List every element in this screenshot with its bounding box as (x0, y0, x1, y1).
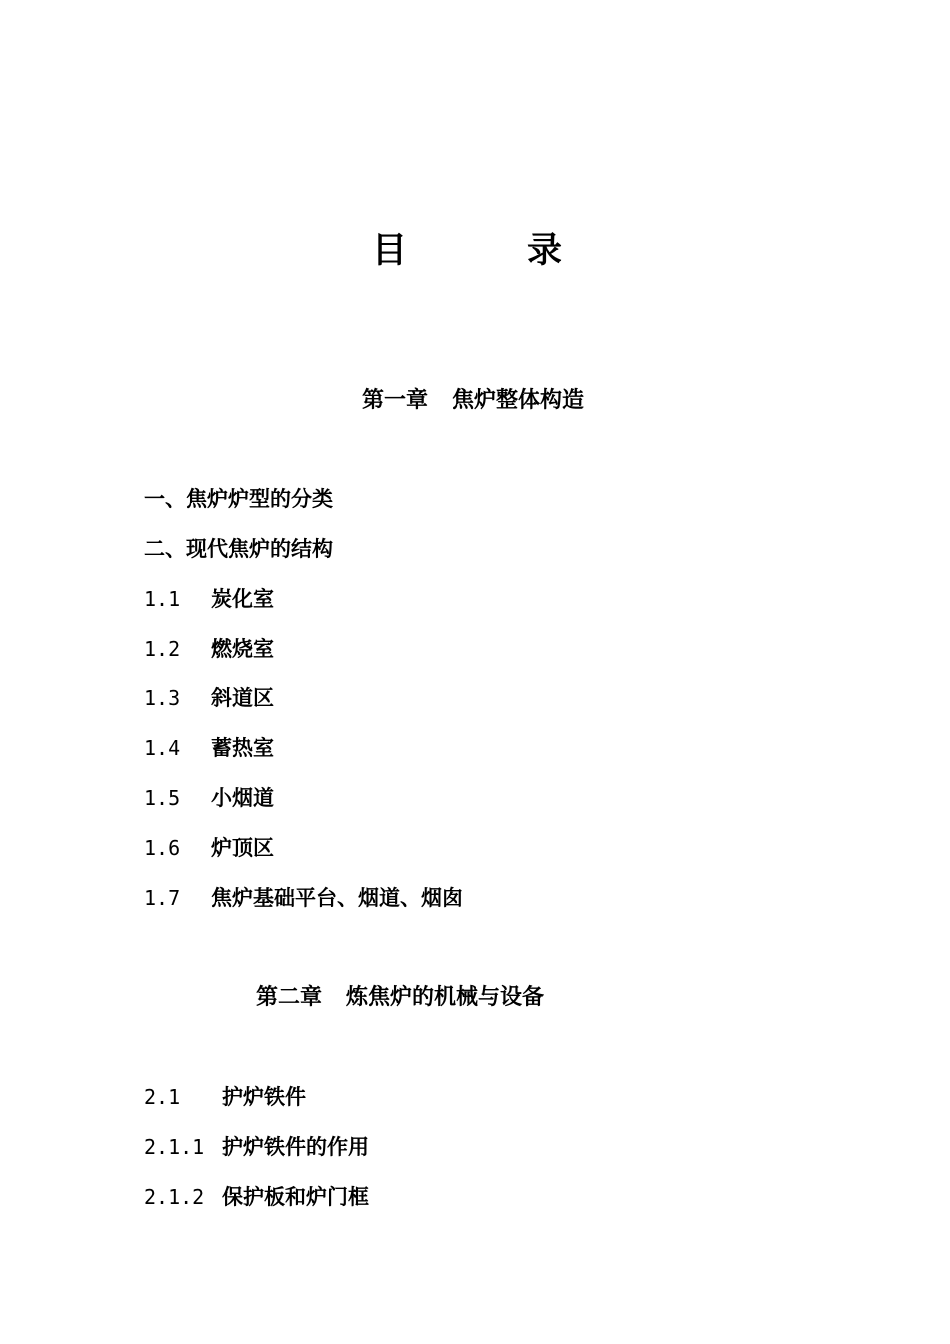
chapter-label: 第二章 (256, 984, 323, 1010)
toc-entry-number: 1.4 (144, 736, 181, 760)
toc-entry[interactable] (144, 484, 333, 514)
toc-entry-text: 二、现代焦炉的结构 (144, 536, 333, 561)
toc-entry-number: 1.3 (144, 686, 181, 710)
toc-entry-number: 2.1.2 (144, 1185, 205, 1209)
toc-title-right: 录 (527, 230, 563, 271)
toc-entry-text: 蓄热室 (211, 735, 274, 760)
toc-entry[interactable] (144, 833, 274, 863)
toc-entry-text: 斜道区 (211, 685, 274, 710)
toc-entry[interactable] (144, 733, 274, 763)
toc-entry-text: 炉顶区 (211, 835, 274, 860)
toc-entry-text: 护炉铁件的作用 (222, 1134, 369, 1159)
toc-entry[interactable] (144, 1132, 369, 1162)
toc-entry-number: 1.7 (144, 886, 181, 910)
toc-entry-number: 1.5 (144, 786, 181, 810)
chapter-heading-1 (362, 385, 584, 415)
toc-entry[interactable] (144, 584, 274, 614)
toc-title-left: 目 (372, 230, 408, 271)
toc-entry-text: 小烟道 (211, 785, 274, 810)
chapter-heading-2 (256, 982, 544, 1012)
toc-entry[interactable] (144, 634, 274, 664)
toc-entry[interactable] (144, 883, 463, 913)
toc-entry-text: 保护板和炉门框 (222, 1184, 369, 1209)
toc-entry[interactable] (144, 783, 274, 813)
toc-entry[interactable] (144, 683, 274, 713)
chapter-title: 炼焦炉的机械与设备 (346, 984, 545, 1010)
toc-entry-text: 燃烧室 (211, 636, 274, 661)
toc-title (0, 228, 950, 274)
toc-entry-number: 2.1.1 (144, 1135, 205, 1159)
toc-entry-number: 2.1 (144, 1085, 181, 1109)
toc-entry-text: 护炉铁件 (222, 1084, 306, 1109)
toc-entry-number: 1.1 (144, 587, 181, 611)
toc-entry[interactable] (144, 534, 333, 564)
chapter-label: 第一章 (362, 387, 429, 413)
toc-entry[interactable] (144, 1082, 306, 1112)
toc-entry-number: 1.6 (144, 836, 181, 860)
toc-entry-text: 炭化室 (211, 586, 274, 611)
toc-entry[interactable] (144, 1182, 369, 1212)
toc-entry-number: 1.2 (144, 637, 181, 661)
toc-entry-text: 一、焦炉炉型的分类 (144, 486, 333, 511)
toc-entry-text: 焦炉基础平台、烟道、烟囱 (211, 885, 463, 910)
chapter-title: 焦炉整体构造 (452, 387, 585, 413)
